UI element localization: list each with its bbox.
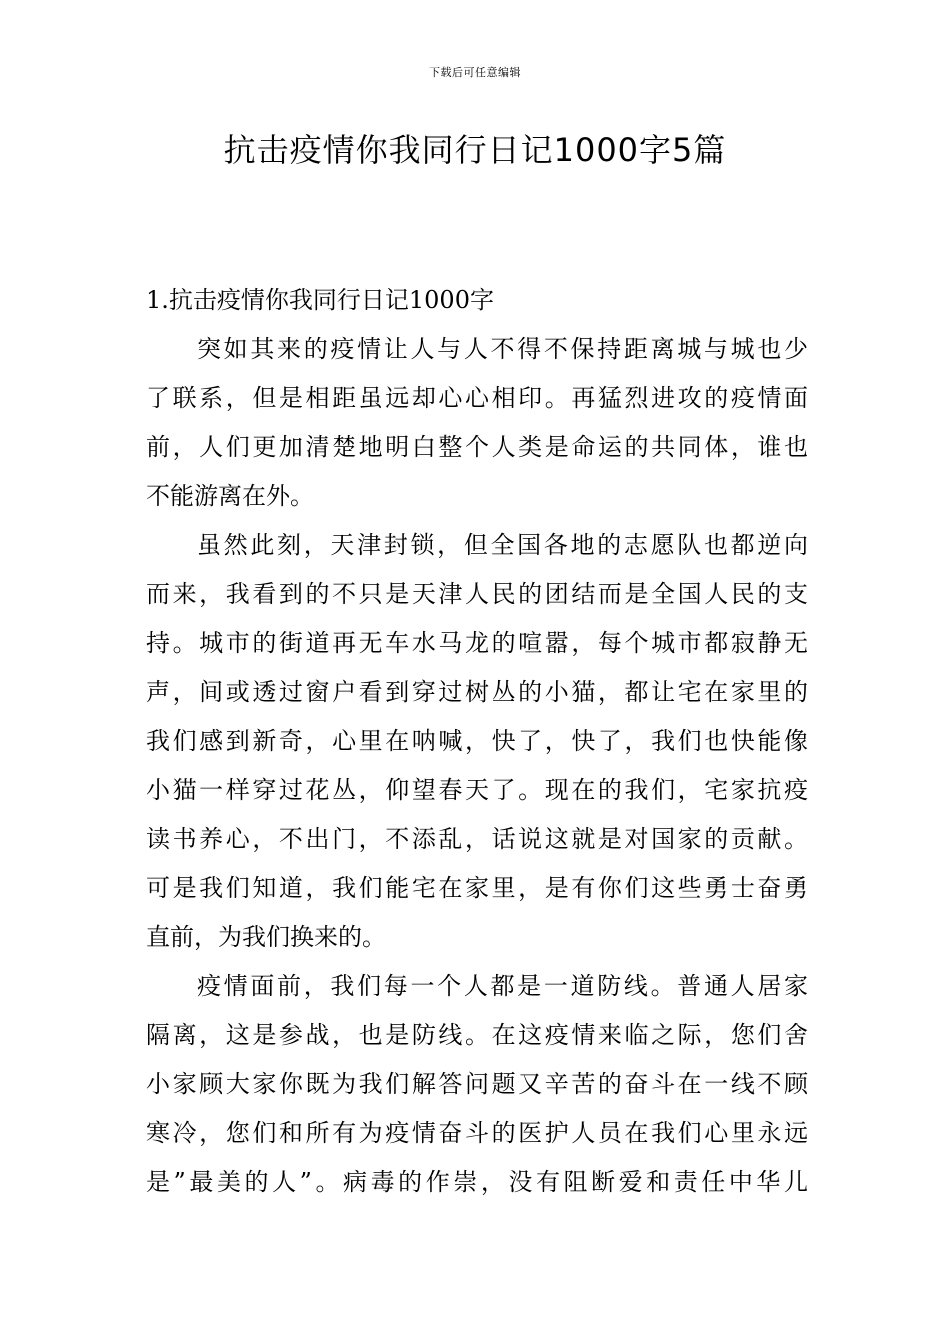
text-line: 小家顾大家你既为我们解答问题又辛苦的奋斗在一线不顾 — [146, 1070, 808, 1098]
header-note: 下载后可任意编辑 — [429, 66, 521, 79]
text-line: 声，间或透过窗户看到穿过树丛的小猫，都让宅在家里的 — [146, 678, 808, 706]
document-title: 抗击疫情你我同行日记1000字5篇 — [223, 131, 727, 169]
text-line: 小猫一样穿过花丛，仰望春天了。现在的我们，宅家抗疫 — [146, 776, 808, 804]
text-line: 持。城市的街道再无车水马龙的喧嚣，每个城市都寂静无 — [146, 629, 808, 657]
text-line: 隔离，这是参战，也是防线。在这疫情来临之际，您们舍 — [146, 1021, 808, 1049]
text-line: 虽然此刻，天津封锁，但全国各地的志愿队也都逆向 — [197, 531, 808, 559]
text-line: 疫情面前，我们每一个人都是一道防线。普通人居家 — [197, 972, 808, 1000]
text-line: 突如其来的疫情让人与人不得不保持距离城与城也少 — [197, 335, 808, 363]
document-body — [146, 276, 808, 1207]
paragraph-1 — [146, 325, 808, 521]
text-line: 我们感到新奇，心里在呐喊，快了，快了，我们也快能像 — [146, 727, 808, 755]
text-line: 前，人们更加清楚地明白整个人类是命运的共同体，谁也 — [146, 433, 808, 461]
text-line: 是”最美的人”。病毒的作崇，没有阻断爱和责任中华儿 — [146, 1168, 808, 1196]
text-line: 寒冷，您们和所有为疫情奋斗的医护人员在我们心里永远 — [146, 1119, 808, 1147]
text-line: 读书养心，不出门，不添乱，话说这就是对国家的贡献。 — [146, 825, 808, 853]
text-line: 而来，我看到的不只是天津人民的团结而是全国人民的支 — [146, 580, 808, 608]
text-line: 了联系，但是相距虽远却心心相印。再猛烈进攻的疫情面 — [146, 384, 808, 412]
text-line: 不能游离在外。 — [146, 482, 314, 510]
section-heading: 1.抗击疫情你我同行日记1000字 — [146, 286, 494, 314]
paragraph-2 — [146, 521, 808, 962]
text-line: 直前，为我们换来的。 — [146, 923, 386, 951]
text-line: 可是我们知道，我们能宅在家里，是有你们这些勇士奋勇 — [146, 874, 808, 902]
paragraph-3 — [146, 962, 808, 1207]
